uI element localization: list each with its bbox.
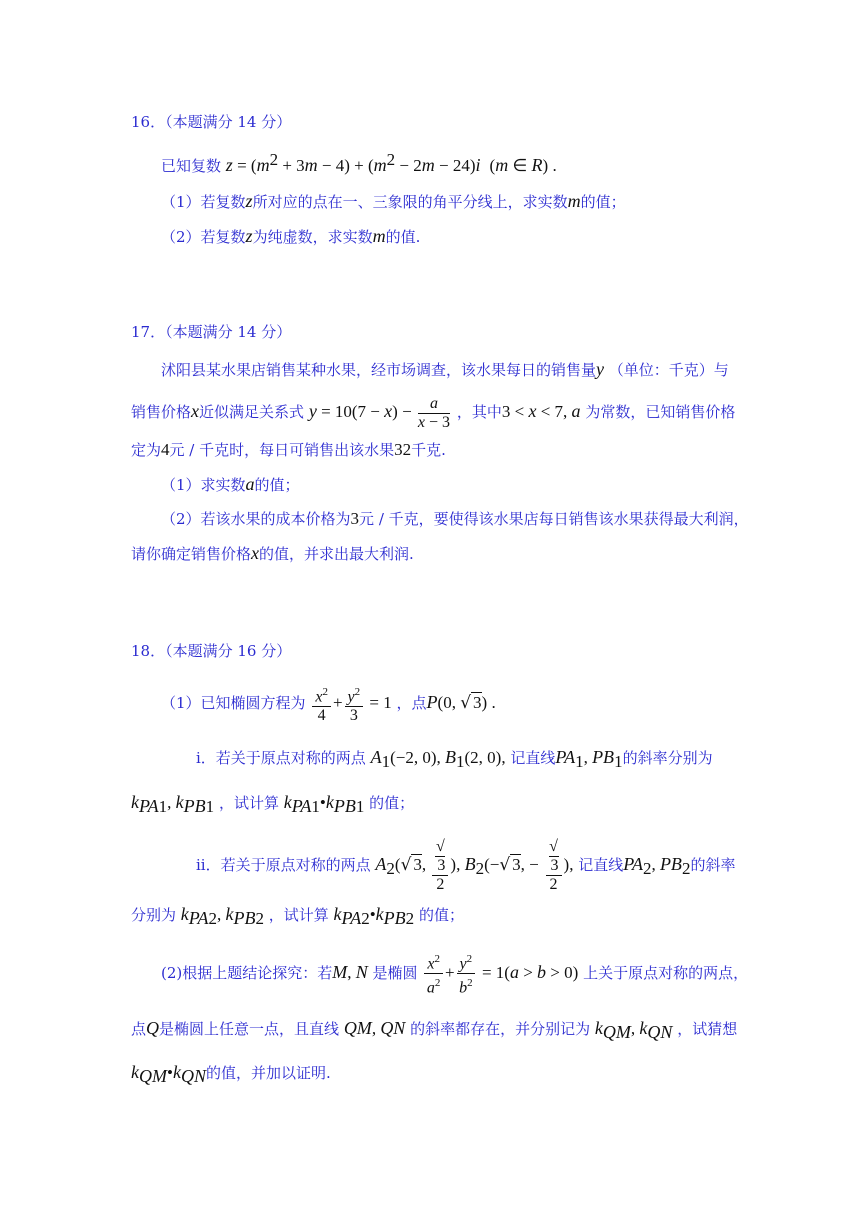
q17-part1: （1）求实数a的值； <box>161 474 300 494</box>
q16-part1: （1）若复数z所对应的点在一、三象限的角平分线上，求实数m的值； <box>161 191 626 211</box>
q16-stem: 已知复数 $z = (m^2 + 3m - 4) + (m^2 - 2m - 24)i$ (m ∈ R) . <box>161 150 557 175</box>
q18-heading: 18．（本题满分 16 分） <box>131 642 292 660</box>
q18-part2-line2: 点Q是椭圆上任意一点，且直线 QM, QN 的斜率都存在，并分别记为 $k_{QM}$, $k_{QN}$ ，试猜想 <box>131 1018 738 1042</box>
q17-heading: 17．（本题满分 14 分） <box>131 323 292 341</box>
q18-part1: （1）已知椭圆方程为 $\frac{x^2}{4}$ + $\frac{y^2}{3}$ = 1 ，点P(0, √ 3) . <box>161 682 496 725</box>
q17-line2: 销售价格x近似满足关系式 y = 10(7 − x) − $\frac{a}{x - 3}$ ，其中3 < x < 7, a 为常数，已知销售价格 <box>131 394 736 431</box>
q18-sub-ii-cont: 分别为 $k_{PA2}$, $k_{PB2}$ ，试计算 $k_{PA2}•k_{PB2}$ 的值； <box>131 904 464 928</box>
q17-line3: 定为4元 / 千克时，每日可销售出该水果32千克. <box>131 440 446 459</box>
q16-part2: （2）若复数z为纯虚数，求实数m的值. <box>161 226 421 246</box>
q17-part2-cont: 请你确定销售价格x的值，并求出最大利润. <box>131 543 414 563</box>
q18-sub-i-cont: $k_{PA1}$, $k_{PB1}$ ，试计算 $k_{PA1}•k_{PB1}$ 的值； <box>131 792 415 816</box>
q18-part2: (2)根据上题结论探究：若M, N 是椭圆 $\frac{x^2}{a^2}$ + $\frac{y^2}{b^2}$ = 1(a > b > 0) 上关于原点对称的两点， <box>161 950 748 998</box>
q18-sub-i: i．若关于原点对称的两点 $A_1(-2$, 0), $B_1(2$, 0), 记直线$PA_1$, $PB_1$的斜率分别为 <box>196 747 713 771</box>
q17-line1: 沭阳县某水果店销售某种水果，经市场调查，该水果每日的销售量y （单位：千克）与 <box>161 359 729 379</box>
q18-part2-line3: $k_{QM}•k_{QN}$的值，并加以证明. <box>131 1062 331 1086</box>
q18-sub-ii: ii．若关于原点对称的两点 $A_2(√$ 3, √ 3 2 ), $B_2(-√$ 3, − √ 3 2 ), 记直线$PA_2$, $PB_2$的斜率 <box>196 838 736 893</box>
q16-heading: 16．（本题满分 14 分） <box>131 113 292 131</box>
q17-part2: （2）若该水果的成本价格为3元 / 千克，要使得该水果店每日销售该水果获得最大利润， <box>161 509 749 528</box>
